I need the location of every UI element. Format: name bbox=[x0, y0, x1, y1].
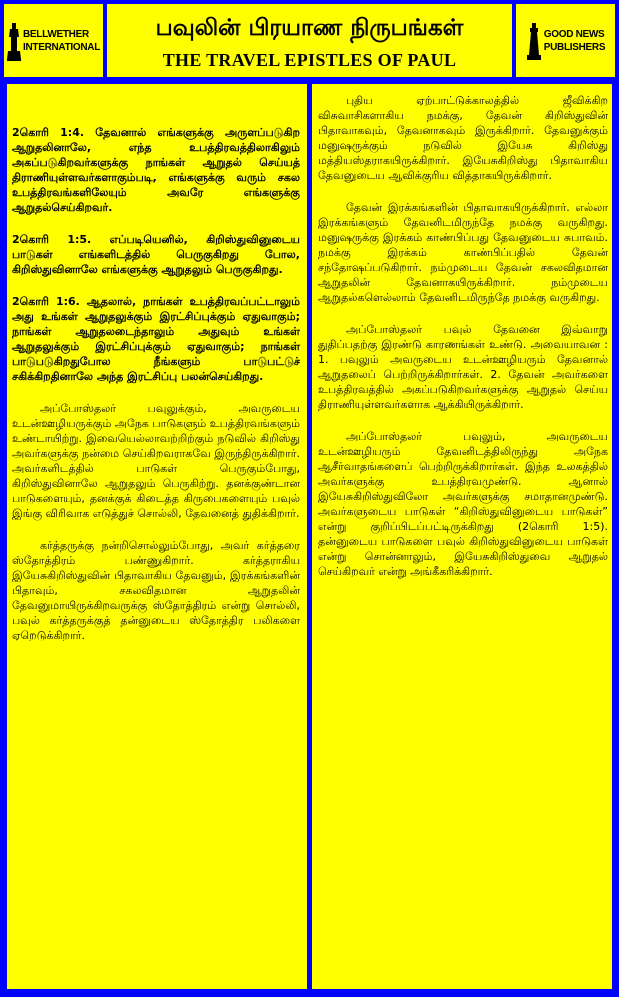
good-news-logo bbox=[516, 4, 615, 77]
commentary-paragraph: புதிய ஏற்பாட்டுக்காலத்தில் ஜீவிக்கிற விசுவாசிகளாகிய நமக்கு, தேவன் கிறிஸ்துவின் பிதாவாகவும், தேவனாகவும் இருக்கிறார். தேவனுக்கும் மனுஷருக்கும் நடுவில் இயேசு கிறிஸ்து மத்தியஸ்தராகயிருக்கிறார். இயேசுகிறிஸ்து பிதாவாகிய தேவனுடைய ஆவிக்குரிய வித்தாகயிருக்கிறார். bbox=[318, 94, 608, 182]
tower-icon bbox=[7, 21, 21, 61]
commentary-paragraph: அப்போஸ்தலர் பவுலும், அவருடைய உடன்ஊழியரும் தேவனிடத்திலிருந்து அநேக ஆசீர்வாதங்களைப் பெற்றிருக்கிறார்கள். இந்த உலகத்தில் அவர்களுக்கு உபத்திரவமுண்டு. ஆனால் இயேசுகிறிஸ்துவிலோ அவர்களுக்கு சமாதானமுண்டு. அவர்களுடைய பாடுகள் “கிறிஸ்துவினுடைய பாடுகள்” என்று குறிப்பிடப்பட்டிருக்கிறது (2கொரி 1:5). தன்னுடைய பாடுகளை பவுல் கிறிஸ்துவினுடைய பாடுகள் என்று சொன்னாலும், இயேசுகிறிஸ்துவை ஆறுதல் செய்கிறவர் என்று அங்கீகரிக்கிறார். bbox=[318, 430, 608, 578]
right-logo-line-1: GOOD NEWS bbox=[543, 28, 605, 40]
verse-2cor-1-5: 2கொரி 1:5. எப்படியெனில், கிறிஸ்துவினுடைய பாடுகள் எங்களிடத்தில் பெருகுகிறது போல, கிறிஸ்துவினாலே எங்களுக்கு ஆறுதலும் பெருகுகிறது. bbox=[12, 233, 300, 276]
title-english: THE TRAVEL EPISTLES OF PAUL bbox=[162, 50, 457, 70]
right-column bbox=[318, 84, 608, 596]
left-logo-line-2: INTERNATIONAL bbox=[22, 41, 101, 53]
body-frame-right bbox=[612, 81, 615, 992]
commentary-paragraph: தேவன் இரக்கங்களின் பிதாவாகயிருக்கிறார். எல்லா இரக்கங்களும் தேவனிடமிருந்தே நமக்கு வருகிறது. மனுஷருக்கு இரக்கம் காண்பிப்பது தேவனுடைய சுபாவம். நமக்கு இரக்கம் காண்பிப்பதில் தேவன் சந்தோஷப்படுகிறார். நம்முடைய தேவன் சகலவிதமான ஆறுதலின் தேவனாகயிருக்கிறார். நம்முடைய ஆறுதல்களெல்லாம் தேவனிடமிருந்தே நமக்கு வருகிறது. bbox=[318, 201, 608, 304]
lighthouse-icon bbox=[526, 21, 542, 61]
verse-2cor-1-6: 2கொரி 1:6. ஆதலால், நாங்கள் உபத்திரவப்பட்டாலும் அது உங்கள் ஆறுதலுக்கும் இரட்சிப்புக்கும் ஏதுவாகும்; நாங்கள் ஆறுதலடைந்தாலும் அதுவும் உங்கள் ஆறுதலுக்கும் இரட்சிப்புக்கும் ஏதுவாகும்; நாங்கள் பாடுபடுகிறதுபோல நீங்களும் பாடுபட்டுச் சகிக்கிறதினாலே அந்த இரட்சிப்பு பலன்செய்கிறது. bbox=[12, 295, 300, 383]
title-tamil: பவுலின் பிரயாண நிருபங்கள் bbox=[155, 15, 464, 41]
commentary-paragraph: கர்த்தருக்கு நன்றிசொல்லும்போது, அவர் கர்த்தரை ஸ்தோத்திரம் பண்ணுகிறார். கர்த்தராகிய இயேசுகிறிஸ்துவின் பிதாவாகிய தேவனும், இரக்கங்களின் பிதாவும், சகலவிதமான ஆறுதலின் தேவனுமாயிருக்கிறவருக்கு ஸ்தோத்திரம் என்று சொல்லி, பவுல் கர்த்தருக்குத் தன்னுடைய ஸ்தோத்திர பலிகளை ஏறெடுக்கிறார். bbox=[12, 539, 300, 642]
left-column bbox=[12, 84, 300, 660]
left-logo-line-1: BELLWETHER bbox=[22, 28, 89, 40]
frame-right bbox=[615, 0, 619, 997]
commentary-paragraph: அப்போஸ்தலர் பவுல் தேவனை இவ்வாறு துதிப்பதற்கு இரண்டு காரணங்கள் உண்டு. அவையாவன : 1. பவுலும் அவருடைய உடன்ஊழியரும் தேவனால் ஆறுதலைப் பெற்றிருக்கிறார்கள். 2. தேவன் அவர்களை உபத்திரவத்தில் அகப்படுகிறவர்களுக்கு ஆறுதல் செய்ய திராணியுள்ளவர்களாக ஆக்கியிருக்கிறார். bbox=[318, 323, 608, 411]
verse-2cor-1-4: 2கொரி 1:4. தேவனால் எங்களுக்கு அருளப்படுகிற ஆறுதலினாலே, எந்த உபத்திரவத்திலாகிலும் அகப்படுகிறவர்களுக்கு நாங்கள் ஆறுதல் செய்யத் திராணியுள்ளவர்களாகும்படி, எங்களுக்கு வரும் சகல உபத்திரவங்களிலேயும் அவரே எங்களுக்கு ஆறுதல்செய்கிறவர். bbox=[12, 126, 300, 214]
commentary-paragraph: அப்போஸ்தலர் பவுலுக்கும், அவருடைய உடன்ஊழியருக்கும் அநேக பாடுகளும் உபத்திரவங்களும் உண்டாயிற்று. இவையெல்லாவற்றிற்கும் நடுவில் கிறிஸ்து அவர்களுக்கு நன்மை செய்கிறவராகவே இருந்திருக்கிறார். அவர்களிடத்தில் பாடுகள் பெருகும்போது, கிறிஸ்துவினாலே ஆறுதலும் பெருகிற்று. தனக்குண்டான பாடுகளையும், தனக்குக் கிடைத்த கிருபைகளையும் பவுல் இங்கு விரிவாக எடுத்துச் சொல்லி, தேவனைத் துதிக்கிறார். bbox=[12, 402, 301, 520]
column-divider bbox=[307, 81, 312, 997]
bellwether-logo bbox=[4, 4, 103, 77]
body-frame-left bbox=[4, 81, 7, 992]
header-title bbox=[107, 4, 512, 77]
right-logo-line-2: PUBLISHERS bbox=[543, 41, 606, 53]
